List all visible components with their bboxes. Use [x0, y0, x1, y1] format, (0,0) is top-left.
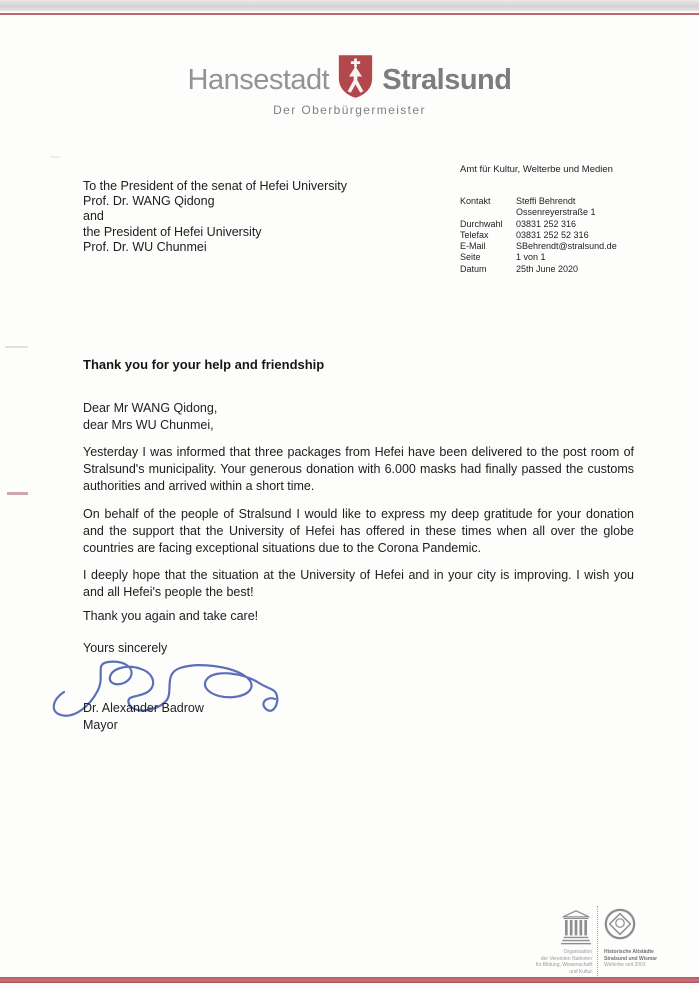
unesco-caption-line: Organisation: [563, 949, 592, 955]
contact-value: Ossenreyerstraße 1: [516, 207, 596, 218]
contact-value: 03831 252 316: [516, 218, 577, 229]
contact-label: Datum: [460, 263, 487, 274]
letterhead: [0, 56, 699, 104]
salutation-line: Dear Mr WANG Qidong,: [83, 401, 218, 415]
heritage-caption-line: Historische Altstädte: [604, 949, 654, 955]
signer-title: Mayor: [83, 717, 118, 732]
unesco-caption-line: für Bildung, Wissenschaft: [535, 962, 592, 969]
body-paragraph-1: Yesterday I was informed that three packages from Hefei have been delivered to the post room of Stralsund's municipality. Your generous donation with 6.000 masks had finally passed the customs authorities and arrived within a short time.: [83, 445, 634, 494]
top-red-line: [0, 13, 699, 15]
letterhead-city-name: Stralsund: [382, 63, 512, 96]
salutation-block: [83, 400, 217, 434]
closing-line: Yours sincerely: [83, 641, 168, 655]
contact-row: [460, 230, 617, 241]
recipient-line: Prof. Dr. WANG Qidong: [83, 194, 215, 209]
recipient-line: To the President of the senat of Hefei University: [83, 179, 348, 193]
subject-line: Thank you for your help and friendship: [83, 357, 325, 372]
contact-row: [460, 241, 617, 252]
contact-label: Durchwahl: [460, 218, 503, 229]
unesco-caption-line: und Kultur: [569, 968, 592, 975]
body-paragraph-2: On behalf of the people of Stralsund I would like to express my deep gratitude for your donation and the support that the University of Hefei has offered in these times when all over the globe countries are facing exceptional situations due to the Corona Pandemic.: [83, 507, 634, 556]
signature-block: [83, 700, 204, 733]
body-paragraph-4: Thank you again and take care!: [83, 609, 259, 623]
contact-row: [460, 196, 617, 207]
contact-label: Telefax: [460, 229, 489, 240]
signer-name: Dr. Alexander Badrow: [83, 701, 204, 715]
contact-row: [460, 219, 617, 230]
unesco-caption-line: der Vereinten Nationen: [540, 955, 592, 962]
footer-divider: [597, 906, 598, 976]
contact-value: 03831 252 52 316: [516, 229, 589, 240]
recipient-line: Prof. Dr. WU Chunmei: [83, 239, 207, 254]
recipient-line: the President of Hefei University: [83, 224, 262, 239]
salutation-line: dear Mrs WU Chunmei,: [83, 418, 214, 432]
contact-label: Kontakt: [460, 196, 491, 206]
contact-value: 25th June 2020: [516, 263, 579, 274]
recipient-line: and: [83, 209, 104, 224]
contact-row: [460, 207, 617, 218]
contact-value: 1 von 1: [516, 252, 546, 263]
contact-label: Seite: [460, 252, 481, 263]
letterhead-city-prefix: Hansestadt: [187, 63, 330, 96]
fold-mark-middle: [5, 346, 28, 348]
stralsund-crest-icon: [337, 54, 374, 104]
department-line: Amt für Kultur, Welterbe und Medien: [460, 164, 613, 175]
contact-label: E-Mail: [460, 241, 486, 252]
letterhead-office: Der Oberbürgermeister: [273, 103, 426, 117]
contact-label: [460, 207, 516, 218]
contact-block: [460, 196, 617, 275]
heritage-caption: [604, 949, 657, 969]
world-heritage-icon: [603, 907, 637, 946]
fold-mark-lower: [7, 492, 28, 495]
scan-edge-top: [0, 0, 699, 11]
unesco-logo-icon: [561, 909, 591, 951]
contact-row: [460, 252, 617, 263]
unesco-caption: [518, 949, 592, 975]
fold-mark-top: [50, 156, 60, 158]
recipient-block: [83, 179, 347, 255]
body-paragraph-3: I deeply hope that the situation at the University of Hefei and in your city is improving. I wish you and all Hefei's people the best!: [83, 568, 634, 600]
heritage-caption-line: Stralsund und Wismar: [604, 955, 658, 962]
contact-value: Steffi Behrendt: [516, 196, 576, 206]
heritage-caption-line: Welterbe seit 2002: [604, 962, 646, 969]
contact-row: [460, 264, 617, 275]
contact-value: SBehrendt@stralsund.de: [516, 241, 617, 252]
bottom-red-line: [0, 977, 699, 983]
